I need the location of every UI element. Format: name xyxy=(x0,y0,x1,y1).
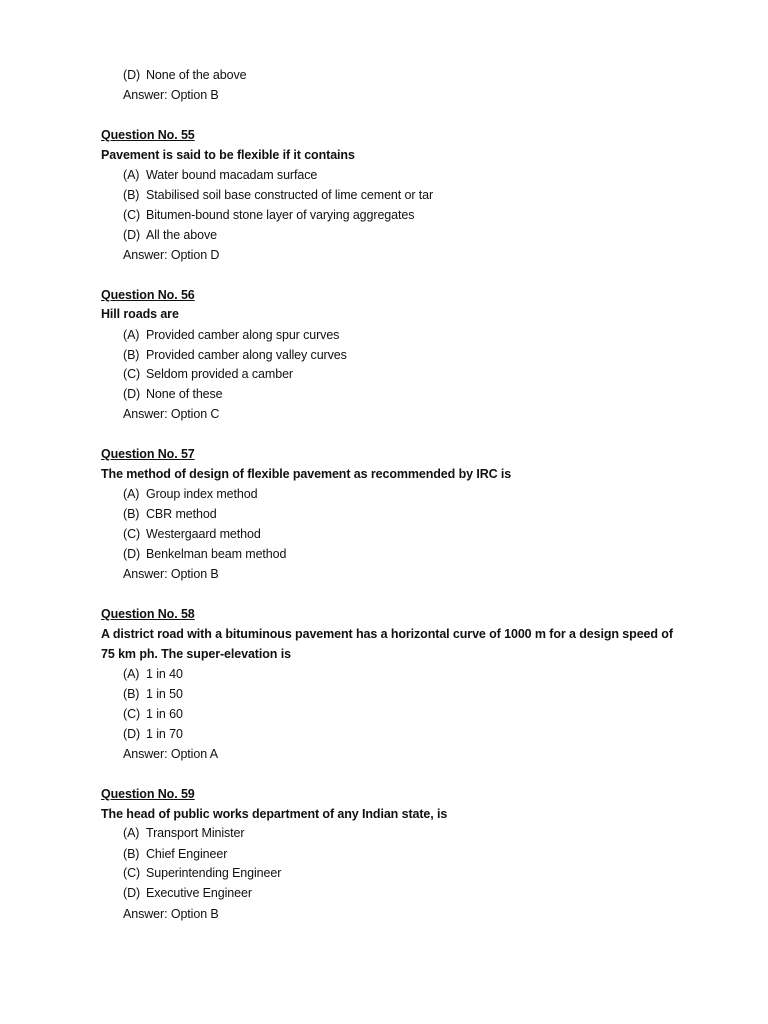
question-heading: Question No. 56 xyxy=(101,288,195,302)
answer-line: Answer: Option B xyxy=(123,567,219,581)
option-b: (B) Chief Engineer xyxy=(123,847,228,861)
option-a: (A) Water bound macadam surface xyxy=(123,168,318,182)
question-stem: Pavement is said to be flexible if it contains xyxy=(101,148,355,162)
option-d: (D) All the above xyxy=(123,228,217,242)
option-c: (C) Superintending Engineer xyxy=(123,866,282,880)
question-stem: The method of design of flexible pavement as recommended by IRC is xyxy=(101,467,512,481)
option-d: (D) None of the above xyxy=(123,68,247,82)
question-heading: Question No. 57 xyxy=(101,447,195,461)
option-d: (D) 1 in 70 xyxy=(123,727,183,741)
question-heading: Question No. 59 xyxy=(101,787,195,801)
option-d: (D) Executive Engineer xyxy=(123,886,252,900)
question-heading: Question No. 58 xyxy=(101,607,195,621)
question-stem: A district road with a bituminous pavement has a horizontal curve of 1000 m for a design speed of xyxy=(101,627,673,641)
answer-line: Answer: Option C xyxy=(123,407,220,421)
option-d: (D) Benkelman beam method xyxy=(123,547,287,561)
option-a: (A) Group index method xyxy=(123,487,258,501)
question-stem: The head of public works department of any Indian state, is xyxy=(101,807,448,821)
option-a: (A) 1 in 40 xyxy=(123,667,183,681)
answer-line: Answer: Option B xyxy=(123,907,219,921)
answer-line: Answer: Option B xyxy=(123,88,219,102)
option-c: (C) Seldom provided a camber xyxy=(123,367,293,381)
answer-line: Answer: Option D xyxy=(123,248,220,262)
option-b: (B) Stabilised soil base constructed of lime cement or tar xyxy=(123,188,434,202)
option-a: (A) Transport Minister xyxy=(123,826,245,840)
option-c: (C) Westergaard method xyxy=(123,527,261,541)
question-heading: Question No. 55 xyxy=(101,128,195,142)
option-c: (C) Bitumen-bound stone layer of varying aggregates xyxy=(123,208,415,222)
option-c: (C) 1 in 60 xyxy=(123,707,183,721)
option-b: (B) Provided camber along valley curves xyxy=(123,348,347,362)
option-b: (B) 1 in 50 xyxy=(123,687,183,701)
question-stem: Hill roads are xyxy=(101,307,179,321)
option-d: (D) None of these xyxy=(123,387,223,401)
option-a: (A) Provided camber along spur curves xyxy=(123,328,340,342)
question-stem-continuation: 75 km ph. The super-elevation is xyxy=(101,647,291,661)
option-b: (B) CBR method xyxy=(123,507,217,521)
answer-line: Answer: Option A xyxy=(123,747,218,761)
